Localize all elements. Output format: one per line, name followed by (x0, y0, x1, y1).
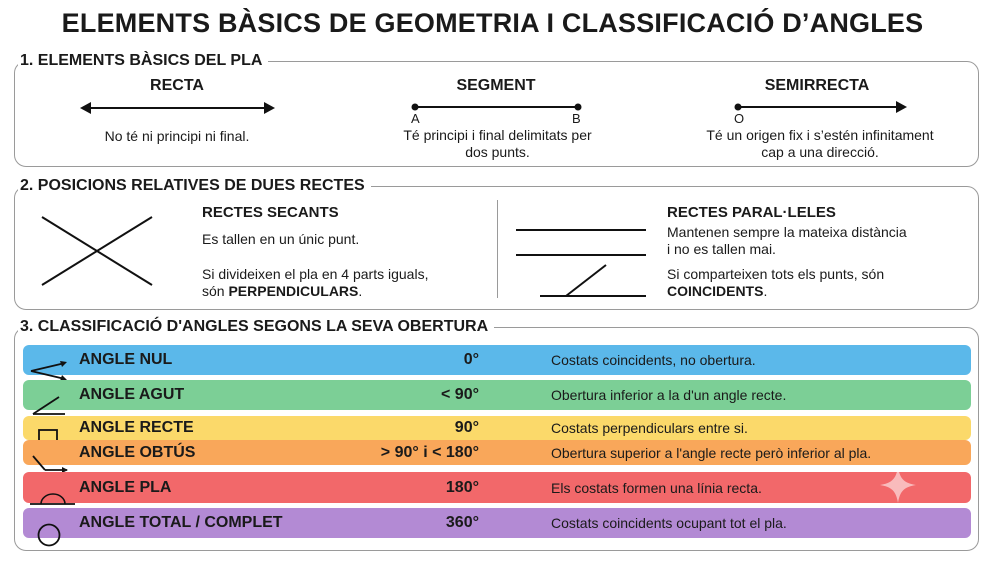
angle-name: ANGLE OBTÚS (79, 443, 196, 461)
coincident-lines-diagram (538, 263, 648, 299)
perpendicular-note-suffix: . (358, 283, 363, 299)
angle-value: 90° (454, 419, 479, 436)
angle-description: Els costats formen una línia recta. (551, 479, 762, 496)
angle-row-2 (23, 380, 971, 410)
section2-divider (497, 200, 498, 298)
ray-origin-label: O (734, 111, 745, 126)
angle-description: Costats coincidents ocupant tot el pla. (551, 515, 787, 531)
angle-row-4 (23, 440, 971, 465)
parallels-heading: RECTES PARAL·LELES (667, 204, 836, 221)
angle-name: ANGLE NUL (79, 351, 173, 368)
angle-value: < 90° (441, 386, 479, 403)
angle-row-1 (23, 345, 971, 375)
angle-name: ANGLE PLA (79, 478, 172, 496)
secants-heading: RECTES SECANTS (202, 204, 339, 221)
angle-value: 0° (463, 351, 479, 368)
recta-description: No té ni principi ni final. (104, 128, 250, 144)
secant-lines-diagram (40, 215, 155, 287)
coincident-note-suffix: . (763, 283, 768, 299)
segment-description-1: Té principi i final delimitats per (403, 127, 592, 143)
segment-heading: SEGMENT (456, 77, 536, 94)
perpendicular-term: PERPENDICULARS (228, 283, 359, 299)
angle-name: ANGLE TOTAL / COMPLET (79, 514, 283, 531)
page-title: ELEMENTS BÀSICS DE GEOMETRIA I CLASSIFICACIÓ D’ANGLES (61, 8, 924, 38)
recta-heading: RECTA (150, 77, 204, 94)
angle-description: Costats coincidents, no obertura. (551, 352, 756, 368)
angle-row-5 (23, 472, 971, 503)
semirrecta-description-1: Té un origen fix i s’estén infinitament (706, 127, 934, 143)
section-basic-elements-title: 1. ELEMENTS BÀSICS DEL PLA (18, 52, 268, 70)
angle-row-3 (23, 416, 971, 440)
angle-description: Costats perpendiculars entre si. (551, 420, 748, 436)
coincident-term: COINCIDENTS (667, 283, 764, 299)
coincident-note-line1: Si comparteixen tots els punts, són (667, 266, 885, 282)
perpendicular-note-line2 (202, 283, 362, 300)
perpendicular-note-prefix: són (202, 283, 229, 299)
angle-description: Obertura superior a l'angle recte però inferior al pla. (551, 444, 872, 461)
section-angle-classification-title: 3. CLASSIFICACIÓ D'ANGLES SEGONS LA SEVA OBERTURA (18, 318, 494, 336)
parallel-lines-diagram (516, 226, 648, 261)
perpendicular-note-line1: Si divideixen el pla en 4 parts iguals, (202, 266, 429, 282)
parallels-description-2: i no es tallen mai. (667, 241, 776, 257)
angle-value: 360° (445, 514, 479, 531)
angle-value: > 90° i < 180° (380, 443, 479, 461)
secants-description: Es tallen en un únic punt. (202, 231, 360, 247)
section-relative-positions-title: 2. POSICIONS RELATIVES DE DUES RECTES (18, 177, 371, 195)
angle-name: ANGLE AGUT (79, 386, 185, 403)
segment-diagram (410, 99, 585, 115)
segment-point-a-label: A (411, 111, 420, 126)
segment-description-2: dos punts. (465, 144, 530, 160)
coincident-note-line2 (667, 283, 767, 300)
angle-description: Obertura inferior a la d'un angle recte. (551, 387, 787, 403)
sparkle-icon (880, 467, 916, 503)
line-diagram (80, 98, 275, 118)
segment-point-b-label: B (572, 111, 581, 126)
angle-row-6 (23, 508, 971, 538)
angle-value: 180° (445, 478, 479, 496)
semirrecta-description-2: cap a una direcció. (761, 144, 879, 160)
ray-diagram (733, 99, 908, 115)
parallels-description-1: Mantenen sempre la mateixa distància (667, 224, 907, 240)
angle-name: ANGLE RECTE (79, 419, 194, 436)
semirrecta-heading: SEMIRRECTA (764, 77, 870, 94)
